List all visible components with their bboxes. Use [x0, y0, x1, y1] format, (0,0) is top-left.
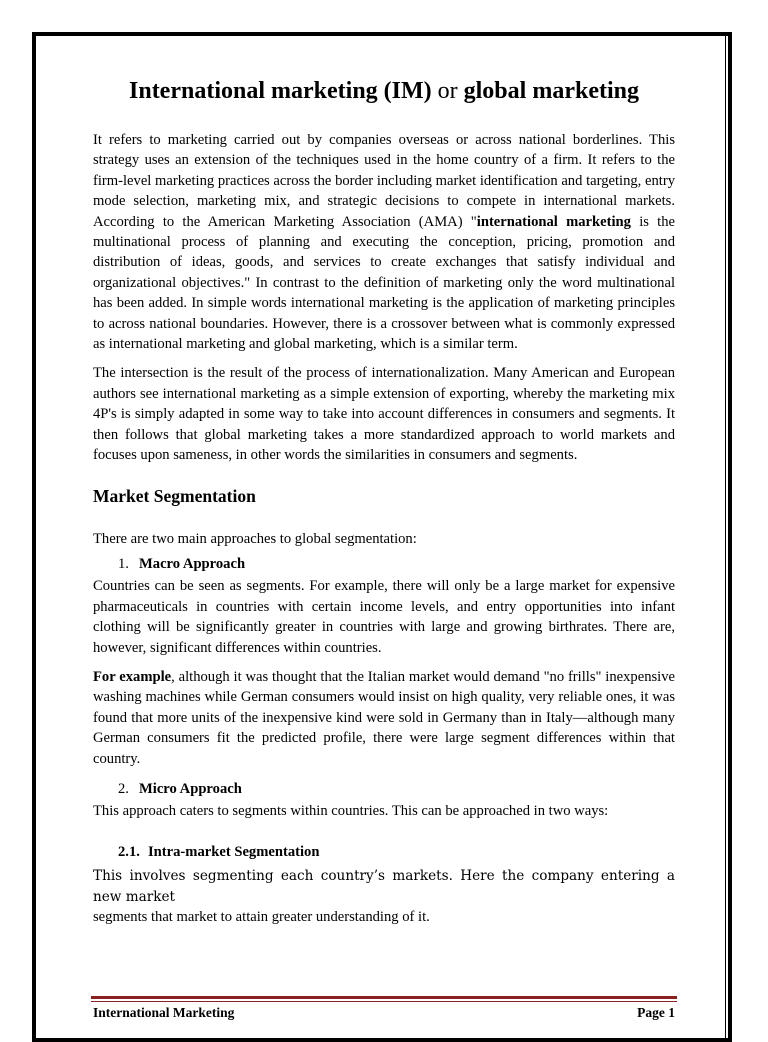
document-body — [93, 74, 675, 927]
segmentation-intro: There are two main approaches to global segmentation: — [93, 530, 417, 547]
title-part-1: International marketing (IM) — [129, 78, 432, 104]
title-part-2: or — [437, 78, 458, 104]
sub-item-intra-market: 2.1. Intra-market Segmentation — [118, 843, 320, 860]
footer-title: International Marketing — [93, 1005, 235, 1020]
paragraph-intersection: The intersection is the result of the process of internationalization. Many American and European authors see international marketing as a simple extension of exporting, whereby the marketing mix 4P's is simply adapted in some way to take into account differences in consumers and segments. It then follows that global marketing takes a more standardized approach to world markets and focuses upon sameness, in other words the similarities in consumers and segments. — [93, 365, 675, 464]
section-heading: Market Segmentation — [93, 485, 256, 506]
bold-term: international marketing — [476, 213, 631, 230]
paragraph-intra-market: This involves segmenting each country’s markets. Here the company entering a new market segments that market to attain greater understanding of it. — [93, 868, 675, 925]
paragraph-micro: This approach caters to segments within countries. This can be approached in two ways: — [93, 803, 609, 820]
title-part-3: global marketing — [463, 78, 639, 104]
paragraph-example: For example, although it was thought that the Italian market would demand "no frills" inexpensive washing machines while German consumers would insist on high quality, very reliable ones, it was found that more units of the inexpensive kind were sold in Germany than in Italy—although many German consumers fit the predicted profile, there were large segment differences within that country. — [93, 668, 676, 767]
footer-rule-thick — [91, 996, 677, 999]
list-item-macro: 1. Macro Approach — [118, 555, 246, 572]
footer-rule-thin — [91, 1001, 677, 1002]
page-footer — [93, 1005, 675, 1021]
page-number: Page 1 — [637, 1005, 675, 1020]
paragraph-definition: It refers to marketing carried out by companies overseas or across national borderlines. This strategy uses an extension of the techniques used in the home country of a firm. It refers to the firm-level marketing practices across the border including market identification and targeting, entry mode selection, marketing mix, and strategic decisions to compete in international markets. According to the American Marketing Association (AMA) "international marketing is the multinational process of planning and executing the conception, pricing, promotion and distribution of ideas, goods, and services to create exchanges that satisfy individual and organizational objectives." In contrast to the definition of marketing only the word multinational has been added. In simple words international marketing is the application of marketing principles to across national boundaries. However, there is a crossover between what is commonly expressed as international marketing and global marketing, which is a similar term. — [93, 132, 675, 353]
list-item-micro: 2. Micro Approach — [118, 780, 242, 797]
page-title — [93, 74, 675, 108]
paragraph-macro: Countries can be seen as segments. For example, there will only be a large market for expensive pharmaceuticals in countries with certain income levels, and entry opportunities into infant clothing will be significantly greater in countries with large and growing birthrates. There are, however, significant differences within countries. — [93, 578, 675, 656]
